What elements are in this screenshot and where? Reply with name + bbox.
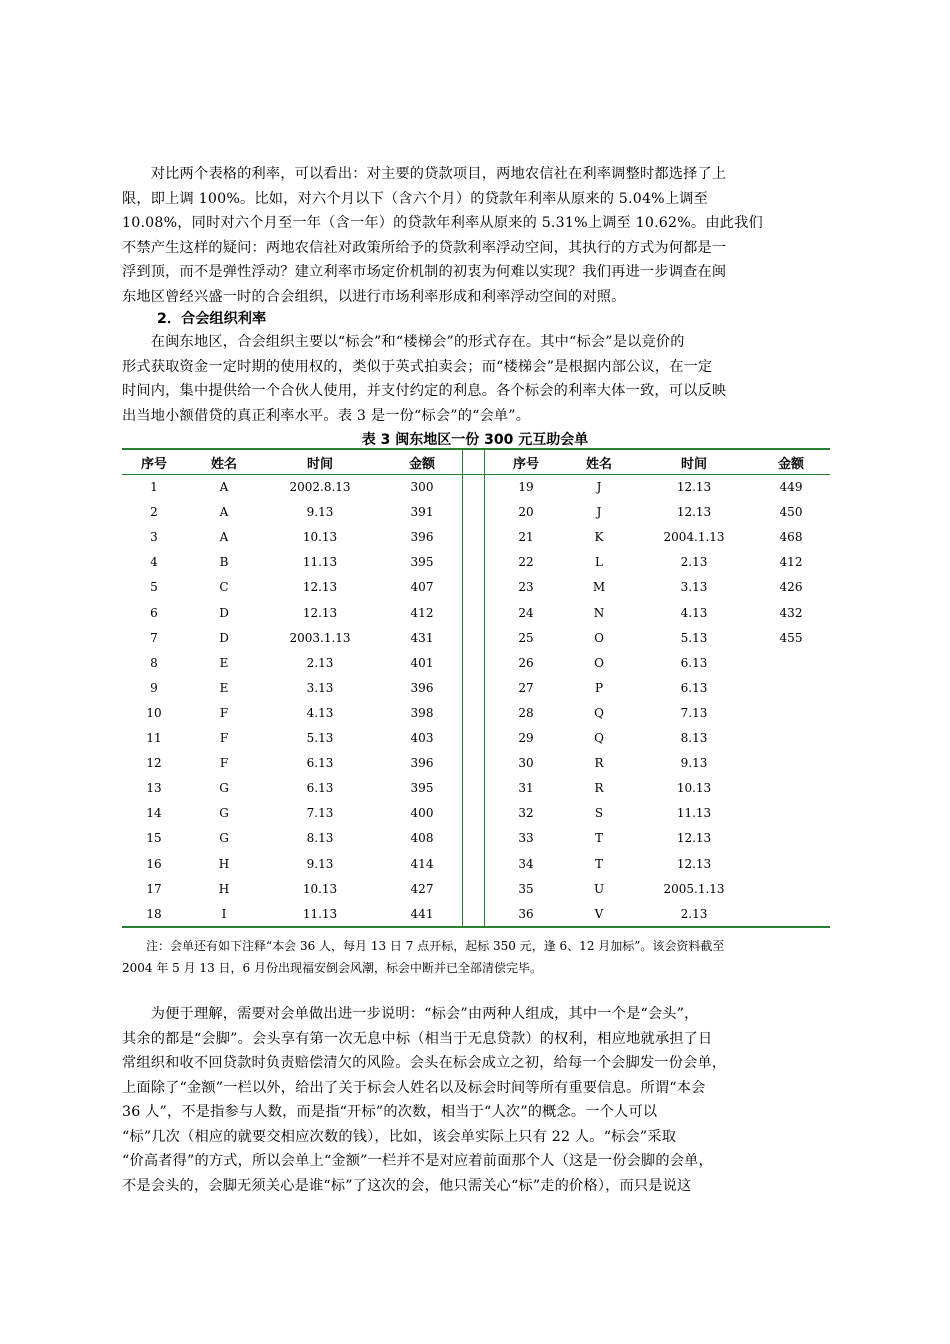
cell-amount-left: 407 bbox=[410, 580, 434, 595]
paragraph-rotating-credit bbox=[122, 330, 828, 428]
cell-seq-right: 19 bbox=[518, 480, 534, 494]
cell-time-right: 2.13 bbox=[680, 555, 708, 570]
cell-name-right: K bbox=[594, 530, 604, 545]
cell-seq-left: 14 bbox=[146, 806, 162, 821]
cell-seq-right: 34 bbox=[518, 856, 534, 871]
cell-seq-right: 35 bbox=[518, 881, 534, 896]
cell-time-right: 11.13 bbox=[676, 806, 712, 821]
cell-seq-right: 29 bbox=[518, 731, 534, 745]
paragraph-interest-comparison bbox=[122, 162, 828, 309]
cell-time-right: 6.13 bbox=[680, 680, 708, 695]
cell-time-left: 7.13 bbox=[306, 806, 334, 821]
cell-name-left: G bbox=[219, 806, 229, 821]
cell-time-right: 6.13 bbox=[680, 655, 708, 670]
cell-time-right: 12.13 bbox=[676, 505, 712, 520]
cell-name-right: V bbox=[594, 906, 604, 921]
header-time-left: 时间 bbox=[306, 457, 334, 472]
cell-seq-right: 23 bbox=[518, 580, 534, 595]
cell-time-left: 6.13 bbox=[306, 756, 334, 771]
text-line: “标”几次（相应的就要交相应次数的钱），比如，该会单实际上只有 22 人。“标会”采取 bbox=[122, 1128, 677, 1145]
header-name-left: 姓名 bbox=[210, 457, 238, 472]
cell-name-right: R bbox=[594, 781, 604, 796]
cell-name-right: Q bbox=[594, 705, 604, 720]
cell-amount-right: 468 bbox=[779, 530, 803, 545]
cell-name-left: A bbox=[219, 505, 229, 520]
cell-time-right: 12.13 bbox=[676, 831, 712, 846]
cell-time-right: 3.13 bbox=[680, 580, 708, 595]
cell-time-left: 2.13 bbox=[306, 655, 334, 670]
cell-amount-left: 398 bbox=[410, 705, 434, 720]
cell-time-right: 8.13 bbox=[680, 731, 708, 745]
cell-seq-left: 18 bbox=[146, 906, 162, 921]
cell-seq-right: 36 bbox=[518, 906, 534, 921]
note-line: 注：会单还有如下注释“本会 36 人，每月 13 日 7 点开标，起标 350 元，逢 6、12 月加标”。该会资料截至 bbox=[122, 939, 725, 953]
cell-time-left: 12.13 bbox=[302, 605, 338, 620]
text-line: 10.08%，同时对六个月至一年（含一年）的贷款年利率从原来的 5.31%上调至 10.62%。由此我们 bbox=[122, 215, 763, 231]
cell-name-right: O bbox=[594, 655, 604, 670]
cell-seq-right: 30 bbox=[518, 756, 534, 771]
cell-amount-left: 408 bbox=[410, 831, 434, 846]
cell-amount-left: 395 bbox=[410, 781, 434, 796]
cell-amount-left: 431 bbox=[410, 630, 434, 645]
cell-seq-right: 26 bbox=[518, 655, 534, 670]
cell-amount-right: 412 bbox=[779, 555, 803, 570]
cell-time-right: 7.13 bbox=[680, 705, 708, 720]
cell-time-right: 9.13 bbox=[680, 756, 708, 771]
header-name-right: 姓名 bbox=[585, 457, 613, 472]
cell-name-left: F bbox=[219, 705, 229, 720]
section-heading: 2．合会组织利率 bbox=[157, 311, 267, 327]
cell-name-right: Q bbox=[594, 731, 604, 745]
cell-seq-left: 7 bbox=[150, 630, 158, 645]
cell-name-right: J bbox=[596, 505, 602, 520]
cell-time-left: 2002.8.13 bbox=[289, 480, 351, 494]
cell-seq-left: 8 bbox=[150, 655, 158, 670]
cell-seq-right: 31 bbox=[518, 781, 534, 796]
mutual-aid-table bbox=[122, 448, 830, 928]
cell-time-left: 11.13 bbox=[302, 555, 338, 570]
cell-seq-right: 21 bbox=[518, 530, 534, 545]
cell-seq-right: 25 bbox=[518, 630, 534, 645]
cell-name-left: H bbox=[218, 856, 230, 871]
cell-amount-left: 396 bbox=[410, 530, 434, 545]
header-amount-right: 金额 bbox=[777, 457, 805, 472]
cell-seq-right: 20 bbox=[518, 505, 534, 520]
cell-time-left: 2003.1.13 bbox=[289, 630, 351, 645]
cell-seq-left: 4 bbox=[150, 555, 158, 570]
text-line: 东地区曾经兴盛一时的合会组织，以进行市场利率形成和利率浮动空间的对照。 bbox=[122, 288, 626, 305]
table-caption: 表 3 闽东地区一份 300 元互助会单 bbox=[361, 432, 589, 448]
cell-time-left: 10.13 bbox=[302, 530, 338, 545]
text-line: 在闽东地区，合会组织主要以“标会”和“楼梯会”的形式存在。其中“标会”是以竞价的 bbox=[122, 334, 685, 350]
cell-name-right: N bbox=[593, 605, 605, 620]
text-line: “价高者得”的方式，所以会单上“金额”一栏并不是对应着前面那个人（这是一份会脚的会单， bbox=[122, 1153, 713, 1169]
cell-seq-right: 22 bbox=[518, 555, 534, 570]
text-line: 不禁产生这样的疑问：两地农信社对政策所给予的贷款利率浮动空间，其执行的方式为何都是一 bbox=[122, 239, 727, 256]
text-line: 为便于理解，需要对会单做出进一步说明：“标会”由两种人组成，其中一个是“会头”， bbox=[122, 1006, 699, 1022]
cell-seq-right: 24 bbox=[518, 605, 534, 620]
cell-amount-right: 426 bbox=[779, 580, 803, 595]
text-line: 不是会头的，会脚无须关心是谁“标”了这次的会，他只需关心“标”走的价格），而只是说这 bbox=[122, 1177, 692, 1194]
cell-time-left: 5.13 bbox=[306, 731, 334, 745]
cell-time-left: 12.13 bbox=[302, 580, 338, 595]
cell-amount-left: 427 bbox=[410, 881, 434, 896]
cell-name-left: F bbox=[219, 756, 229, 771]
note-line: 2004 年 5 月 13 日，6 月份出现福安倒会风潮，标会中断并已全部清偿完毕。 bbox=[122, 961, 542, 975]
text-line: 时间内，集中提供给一个合伙人使用，并支付约定的利息。各个标会的利率大体一致，可以反映 bbox=[122, 383, 727, 399]
header-time-right: 时间 bbox=[680, 457, 708, 472]
cell-time-left: 10.13 bbox=[302, 881, 338, 896]
cell-seq-left: 17 bbox=[146, 881, 162, 896]
cell-seq-left: 16 bbox=[146, 856, 162, 871]
cell-amount-left: 300 bbox=[410, 480, 434, 494]
cell-time-right: 12.13 bbox=[676, 480, 712, 494]
cell-seq-right: 32 bbox=[518, 806, 534, 821]
cell-seq-right: 33 bbox=[518, 831, 534, 846]
cell-amount-right: 432 bbox=[779, 605, 803, 620]
cell-amount-left: 401 bbox=[410, 655, 434, 670]
cell-time-right: 2004.1.13 bbox=[663, 530, 725, 545]
cell-name-left: E bbox=[219, 655, 229, 670]
table-bottom-rule bbox=[122, 926, 830, 928]
cell-seq-left: 9 bbox=[150, 680, 158, 695]
cell-seq-left: 5 bbox=[150, 580, 158, 595]
cell-time-left: 11.13 bbox=[302, 906, 338, 921]
cell-amount-left: 395 bbox=[410, 555, 434, 570]
cell-amount-right: 455 bbox=[779, 630, 803, 645]
cell-name-left: G bbox=[219, 831, 229, 846]
cell-amount-right: 450 bbox=[779, 505, 803, 520]
cell-name-right: O bbox=[594, 630, 604, 645]
text-line: 形式获取资金一定时期的使用权的，类似于英式拍卖会；而“楼梯会”是根据内部公议，在一定 bbox=[122, 358, 713, 375]
cell-name-right: P bbox=[594, 680, 604, 695]
cell-name-right: L bbox=[595, 555, 603, 570]
header-amount-left: 金额 bbox=[408, 457, 436, 472]
cell-seq-left: 12 bbox=[146, 756, 162, 771]
cell-time-left: 9.13 bbox=[306, 505, 334, 520]
cell-name-right: M bbox=[592, 580, 606, 595]
text-line: 常组织和收不回贷款时负责赔偿清欠的风险。会头在标会成立之初，给每一个会脚发一份会单， bbox=[122, 1055, 727, 1071]
cell-time-right: 2.13 bbox=[680, 906, 708, 921]
cell-seq-right: 28 bbox=[518, 705, 534, 720]
cell-name-left: I bbox=[221, 906, 227, 921]
cell-amount-left: 403 bbox=[410, 731, 434, 745]
cell-time-left: 8.13 bbox=[306, 831, 334, 846]
text-line: 限，即上调 100%。比如，对六个月以下（含六个月）的贷款年利率从原来的 5.04%上调至 bbox=[122, 190, 709, 207]
cell-amount-left: 396 bbox=[410, 680, 434, 695]
cell-seq-left: 15 bbox=[146, 831, 162, 846]
cell-seq-left: 6 bbox=[150, 605, 158, 620]
cell-seq-left: 2 bbox=[150, 505, 158, 520]
cell-name-right: T bbox=[594, 831, 604, 846]
cell-name-left: B bbox=[219, 555, 229, 570]
cell-time-right: 2005.1.13 bbox=[663, 881, 725, 896]
cell-name-left: C bbox=[219, 580, 229, 595]
cell-name-left: E bbox=[219, 680, 229, 695]
cell-amount-right: 449 bbox=[779, 480, 803, 494]
paragraph-explanation bbox=[122, 1002, 828, 1198]
cell-seq-left: 1 bbox=[150, 480, 158, 494]
cell-time-right: 4.13 bbox=[680, 605, 708, 620]
cell-amount-left: 441 bbox=[410, 906, 434, 921]
text-line: 36 人”，不是指参与人数，而是指“开标”的次数，相当于“人次”的概念。一个人可以 bbox=[122, 1104, 658, 1120]
text-line: 其余的都是“会脚”。会头享有第一次无息中标（相当于无息贷款）的权利，相应地就承担了日 bbox=[122, 1030, 713, 1047]
cell-amount-left: 396 bbox=[410, 756, 434, 771]
cell-seq-left: 3 bbox=[150, 530, 158, 545]
text-line: 对比两个表格的利率，可以看出：对主要的贷款项目，两地农信社在利率调整时都选择了上 bbox=[122, 166, 727, 182]
cell-name-right: R bbox=[594, 756, 604, 771]
cell-name-left: A bbox=[219, 480, 229, 494]
cell-time-left: 9.13 bbox=[306, 856, 334, 871]
table-note bbox=[122, 935, 834, 979]
cell-time-right: 10.13 bbox=[676, 781, 712, 796]
table-divider-left bbox=[462, 448, 463, 928]
cell-name-left: A bbox=[219, 530, 229, 545]
cell-name-right: S bbox=[594, 806, 604, 821]
cell-amount-left: 391 bbox=[410, 505, 434, 520]
cell-amount-left: 414 bbox=[410, 856, 434, 871]
cell-time-left: 6.13 bbox=[306, 781, 334, 796]
table-top-rule bbox=[122, 448, 830, 450]
cell-seq-left: 13 bbox=[146, 781, 162, 796]
cell-name-right: U bbox=[593, 881, 605, 896]
cell-time-left: 4.13 bbox=[306, 705, 334, 720]
table-divider-right bbox=[484, 448, 485, 928]
cell-amount-left: 400 bbox=[410, 806, 434, 821]
cell-time-left: 3.13 bbox=[306, 680, 334, 695]
cell-name-left: D bbox=[219, 605, 229, 620]
cell-seq-left: 10 bbox=[146, 705, 162, 720]
cell-name-left: F bbox=[219, 731, 229, 745]
cell-name-right: T bbox=[594, 856, 604, 871]
text-line: 出当地小额借贷的真正利率水平。表 3 是一份“标会”的“会单”。 bbox=[122, 407, 531, 424]
cell-name-left: D bbox=[219, 630, 229, 645]
cell-name-right: J bbox=[596, 480, 602, 494]
header-seq-right: 序号 bbox=[512, 457, 540, 472]
cell-seq-right: 27 bbox=[518, 680, 534, 695]
table-header-rule bbox=[122, 474, 830, 475]
cell-name-left: G bbox=[219, 781, 229, 796]
cell-seq-left: 11 bbox=[146, 731, 162, 745]
cell-time-right: 12.13 bbox=[676, 856, 712, 871]
cell-name-left: H bbox=[218, 881, 230, 896]
cell-amount-left: 412 bbox=[410, 605, 434, 620]
header-seq-left: 序号 bbox=[140, 457, 168, 472]
text-line: 上面除了“金额”一栏以外，给出了关于标会人姓名以及标会时间等所有重要信息。所谓“本会 bbox=[122, 1079, 706, 1096]
cell-time-right: 5.13 bbox=[680, 630, 708, 645]
text-line: 浮到顶，而不是弹性浮动？建立利率市场定价机制的初衷为何难以实现？我们再进一步调查在闽 bbox=[122, 264, 727, 280]
